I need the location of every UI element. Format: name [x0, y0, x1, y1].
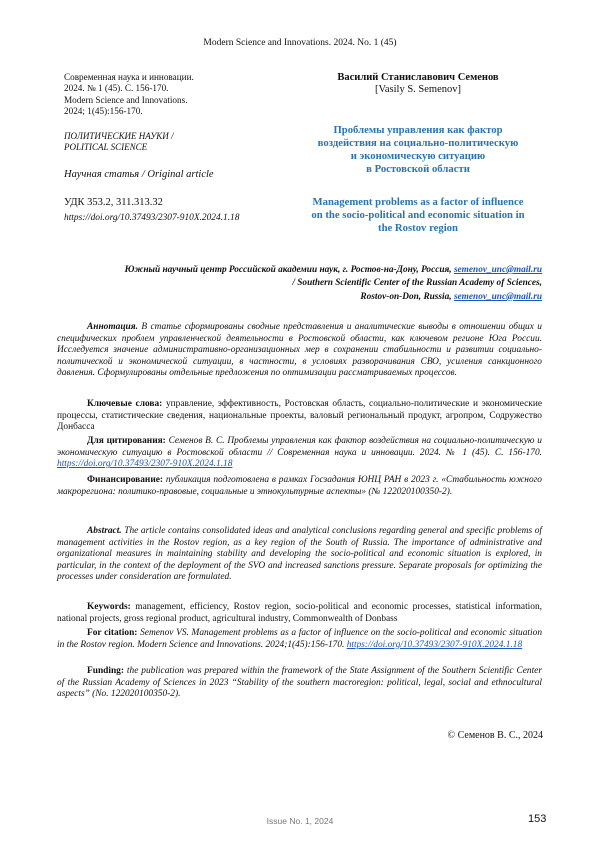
funding-ru-text: публикация подготовлена в рамках Госзадания ЮНЦ РАН в 2023 г. «Стабильность южного макрорегиона: политико-правовые, социальные и этнокультурные аспекты» (№ 122020100350-2).	[57, 475, 542, 497]
copyright: © Семенов В. С., 2024	[447, 730, 543, 741]
abstract-en	[57, 526, 542, 584]
footer-issue: Issue No. 1, 2024	[266, 816, 334, 826]
affiliation	[70, 264, 542, 304]
abstract-en-label: Abstract.	[87, 526, 122, 536]
funding-en-text: the publication was prepared within the framework of the State Assignment of the Southern Scientific Center of the Russian Academy of Sciences in 2023 “Stability of the southern macroregion: political, legal, social and ethnocultural aspects” (No. 122020100350-2).	[57, 666, 542, 700]
author-email-link-2[interactable]: semenov_unc@mail.ru	[453, 291, 542, 302]
title-ru-line: и экономическую ситуацию	[350, 150, 486, 162]
title-ru-line: в Ростовской области	[366, 163, 470, 175]
keywords-en-text: management, efficiency, Rostov region, socio-political and economic processes, statistical information, national projects, gross regional product, agricultural industry, Commonwealth of Donbass	[57, 602, 542, 624]
title-ru	[300, 124, 536, 176]
cite-ru-text: Семенов В. С. Проблемы управления как фактор воздействия на социально-политическую и экономическую ситуацию в Ростовской области // Современная наука и инновации. 2024. № 1 (45). С. 156-170.	[57, 436, 542, 458]
section-line-en: POLITICAL SCIENCE	[64, 142, 148, 153]
cite-en-label: For citation:	[87, 628, 138, 638]
cite-en-doi-link[interactable]: https://doi.org/10.37493/2307-910X.2024.1.18	[346, 639, 523, 650]
author-name-ru: Василий Станиславович Семенов	[337, 72, 499, 83]
keywords-en-label: Keywords:	[87, 602, 131, 612]
abstract-ru	[57, 322, 542, 380]
cite-ru	[57, 436, 542, 471]
author-name-en: [Vasily S. Semenov]	[374, 84, 462, 95]
author-block	[300, 72, 536, 96]
affiliation-line-1	[70, 264, 542, 277]
keywords-ru-text: управление, эффективность, Ростовская область, социально-политические и экономические процессы, статистические сведения, национальные проекты, валовый региональный продукт, агропром, Содружество Донбасса	[57, 399, 542, 433]
citation-line: 2024; 1(45):156-170.	[64, 106, 143, 117]
affiliation-line-2: / Southern Scientific Center of the Russian Academy of Sciences,	[292, 278, 542, 289]
section-line-ru: ПОЛИТИЧЕСКИЕ НАУКИ /	[64, 131, 174, 141]
citation-line: Modern Science and Innovations.	[64, 94, 188, 105]
title-ru-line: воздействия на социально-политическую	[317, 137, 519, 149]
citation-line: Современная наука и инновации.	[64, 72, 194, 82]
abstract-ru-label: Аннотация.	[87, 322, 138, 332]
title-ru-line: Проблемы управления как фактор	[333, 124, 503, 136]
title-en-line: on the socio-political and economic situation in	[311, 209, 525, 221]
affiliation-line-3	[70, 291, 542, 304]
cite-ru-doi-link[interactable]: https://doi.org/10.37493/2307-910X.2024.1.18	[57, 459, 233, 470]
abstract-ru-text: В статье сформированы сводные представления и аналитические выводы в отношении общих и специфических проблем управленческой деятельности в Ростовской области, как ключевом регионе Юга России. Исследуется значение административно-организационных мер в сохранении стабильности и развитии социально-политической и экономической ситуации, в частности, в условиях разворачивания СВО, усиления санкционного давления. Сформулированы отдельные предложения по оптимизации рассматриваемых процессов.	[57, 322, 542, 379]
title-en	[290, 196, 546, 235]
citation-block	[64, 72, 294, 118]
cite-en	[57, 628, 542, 651]
section-label	[64, 131, 294, 154]
citation-line: 2024. № 1 (45). С. 156-170.	[64, 83, 169, 94]
funding-ru	[57, 475, 542, 498]
funding-en	[57, 666, 542, 701]
title-en-line: the Rostov region	[378, 222, 458, 234]
article-type: Научная статья / Original article	[64, 169, 214, 180]
keywords-ru-label: Ключевые слова:	[87, 399, 163, 409]
doi-link[interactable]: https://doi.org/10.37493/2307-910X.2024.1.18	[64, 213, 240, 223]
author-email-link[interactable]: semenov_unc@mail.ru	[453, 265, 542, 275]
affiliation-city: Rostov-on-Don, Russia,	[360, 291, 452, 302]
cite-en-text: Semenov VS. Management problems as a factor of influence on the socio-political and economic situation in the Rostov region. Modern Science and Innovations. 2024;1(45):156-170.	[57, 628, 543, 650]
page-number: 153	[528, 813, 547, 825]
udk-code: УДК 353.2, 311.313.32	[64, 197, 163, 208]
journal-header: Modern Science and Innovations. 2024. No. 1 (45)	[203, 38, 397, 48]
funding-en-label: Funding:	[87, 666, 124, 676]
title-en-line: Management problems as a factor of influence	[312, 196, 524, 208]
affiliation-ru: Южный научный центр Российской академии наук, г. Ростов-на-Дону, Россия,	[124, 265, 452, 275]
cite-ru-label: Для цитирования:	[87, 436, 166, 446]
funding-ru-label: Финансирование:	[87, 475, 164, 485]
abstract-en-text: The article contains consolidated ideas and analytical conclusions regarding general and specific problems of management activities in the Rostov region, as a key region of the South of Russia. The importance of administrative and organizational measures in maintaining stability and developing the socio-political and economic situation is explored, in particular, in the context of the deployment of the SVO and increased sanctions pressure. Separate proposals for optimizing the processes under consideration are formulated.	[57, 526, 542, 583]
keywords-ru	[57, 399, 542, 434]
keywords-en	[57, 602, 542, 625]
